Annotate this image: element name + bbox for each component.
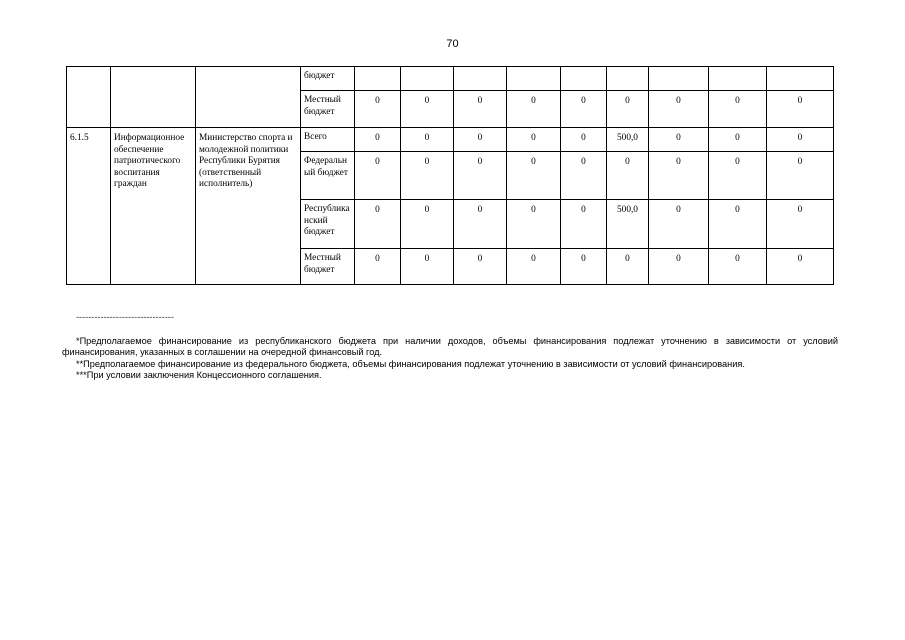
cell-value: 0 [561,249,607,285]
cell-source: Всего [301,128,355,152]
cell-value: 0 [507,128,561,152]
cell-value: 0 [401,128,454,152]
cell-value: 0 [355,128,401,152]
cell-no: 6.1.5 [67,128,111,285]
cell-value [454,67,507,91]
cell-value: 0 [709,152,767,200]
table-row [67,67,834,91]
cell-value: 0 [709,91,767,128]
cell-value: 0 [561,152,607,200]
cell-source: Республиканский бюджет [301,200,355,249]
cell-executor: Министерство спорта и молодежной политики Республики Бурятия (ответственный исполнитель) [196,128,301,285]
cell-value: 0 [454,200,507,249]
cell-value: 0 [767,128,834,152]
footnotes [62,312,838,381]
page-number: 70 [446,38,459,50]
cell-value: 0 [401,249,454,285]
cell-value: 0 [507,91,561,128]
cell-value [561,67,607,91]
cell-source: Федеральный бюджет [301,152,355,200]
cell-value [507,67,561,91]
cell-value: 500,0 [607,128,649,152]
cell-value: 0 [709,128,767,152]
footnote-separator: -------------------------------- [76,312,174,322]
cell-value: 0 [507,152,561,200]
cell-value: 0 [607,249,649,285]
financing-table [66,66,834,285]
cell-value: 0 [454,249,507,285]
table-row [67,128,834,152]
cell-value [709,67,767,91]
cell-value: 0 [401,152,454,200]
cell-value [649,67,709,91]
cell-value: 0 [561,91,607,128]
cell-value: 0 [401,200,454,249]
cell-value: 0 [709,200,767,249]
cell-value: 0 [355,200,401,249]
cell-executor [196,67,301,128]
cell-source: бюджет [301,67,355,91]
cell-value: 0 [401,91,454,128]
cell-value: 0 [709,249,767,285]
cell-name: Информационное обеспечение патриотического воспитания граждан [111,128,196,285]
cell-value: 0 [649,91,709,128]
cell-value: 0 [767,91,834,128]
cell-value: 0 [607,152,649,200]
cell-value: 0 [355,91,401,128]
cell-value: 500,0 [607,200,649,249]
cell-value: 0 [561,128,607,152]
cell-value: 0 [649,152,709,200]
cell-name [111,67,196,128]
cell-value: 0 [607,91,649,128]
cell-value: 0 [355,152,401,200]
cell-value [607,67,649,91]
cell-value: 0 [767,200,834,249]
cell-value: 0 [649,128,709,152]
cell-value [767,67,834,91]
cell-source: Местный бюджет [301,91,355,128]
cell-value: 0 [767,249,834,285]
cell-value: 0 [561,200,607,249]
footnote: *Предполагаемое финансирование из республиканского бюджета при наличии доходов, объемы финансирования подлежат уточнению в зависимости от условий финансирования, указанных в соглашении на очередной финансовый год. [62,336,838,358]
cell-value: 0 [649,249,709,285]
cell-value: 0 [355,249,401,285]
cell-value: 0 [454,128,507,152]
cell-source: Местный бюджет [301,249,355,285]
cell-no [67,67,111,128]
cell-value [355,67,401,91]
cell-value: 0 [454,91,507,128]
footnote: **Предполагаемое финансирование из федерального бюджета, объемы финансирования подлежат уточнению в зависимости от условий финансирования. [76,358,745,369]
footnote: ***При условии заключения Концессионного соглашения. [76,369,322,380]
cell-value [401,67,454,91]
cell-value: 0 [767,152,834,200]
cell-value: 0 [649,200,709,249]
cell-value: 0 [507,249,561,285]
cell-value: 0 [454,152,507,200]
cell-value: 0 [507,200,561,249]
